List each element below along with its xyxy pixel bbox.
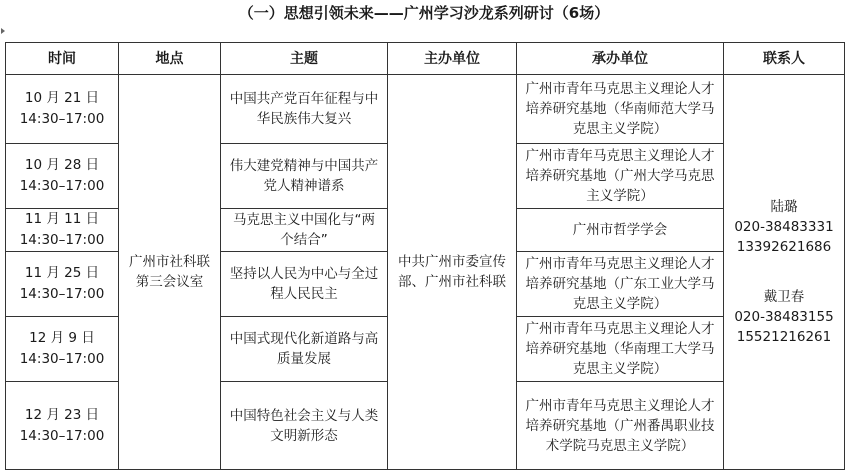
organizer-cell: 中共广州市委宣传部、广州市社科联: [388, 75, 517, 470]
contact-spacer: [730, 257, 838, 287]
host-cell: 广州市青年马克思主义理论人才培养研究基地（广东工业大学马克思主义学院）: [517, 252, 724, 317]
time-text: 14:30–17:00: [19, 178, 105, 194]
contact-phone: 020-38483155: [734, 309, 834, 325]
header-topic: 主题: [221, 43, 388, 75]
time-text: 14:30–17:00: [19, 286, 105, 302]
place-cell: 广州市社科联第三会议室: [119, 75, 221, 470]
date-text: 12 月 23 日: [24, 406, 100, 423]
host-cell: 广州市青年马克思主义理论人才培养研究基地（华南理工大学马克思主义学院）: [517, 317, 724, 382]
date-text: 10 月 28 日: [24, 157, 100, 173]
topic-cell: 马克思主义中国化与“两个结合”: [221, 209, 388, 252]
time-text: 14:30–17:00: [19, 351, 105, 367]
time-cell: [6, 209, 119, 252]
time-cell: [6, 144, 119, 209]
header-host: 承办单位: [517, 43, 724, 75]
table-row: [6, 75, 845, 144]
time-cell: [6, 252, 119, 317]
contact-cell: [724, 75, 845, 470]
topic-cell: 中国特色社会主义与人类文明新形态: [221, 382, 388, 470]
contact-name: 陆璐: [770, 199, 798, 215]
topic-cell: 伟大建党精神与中国共产党人精神谱系: [221, 144, 388, 209]
time-text: 14:30–17:00: [19, 111, 105, 127]
host-cell: 广州市青年马克思主义理论人才培养研究基地（华南师范大学马克思主义学院）: [517, 75, 724, 144]
date-text: 12 月 9 日: [29, 330, 95, 346]
contact-mobile: 13392621686: [736, 239, 832, 255]
topic-cell: 坚持以人民为中心与全过程人民民主: [221, 252, 388, 317]
contact-phone: 020-38483331: [734, 219, 834, 235]
date-text: 11 月 25 日: [24, 265, 100, 281]
host-cell: 广州市青年马克思主义理论人才培养研究基地（广州大学马克思主义学院）: [517, 144, 724, 209]
host-cell: 广州市哲学学会: [517, 209, 724, 252]
seminar-schedule-table: [5, 42, 845, 470]
header-contact: 联系人: [724, 43, 845, 75]
time-cell: [6, 317, 119, 382]
header-organizer: 主办单位: [388, 43, 517, 75]
header-time: 时间: [6, 43, 119, 75]
time-text: 14:30–17:00: [19, 232, 105, 248]
contact-name: 戴卫春: [763, 289, 805, 305]
header-place: 地点: [119, 43, 221, 75]
contact-mobile: 15521216261: [736, 329, 832, 345]
table-header-row: [6, 43, 845, 75]
time-cell: [6, 75, 119, 144]
row-resize-marker-icon: [1, 28, 5, 34]
topic-cell: 中国共产党百年征程与中华民族伟大复兴: [221, 75, 388, 144]
host-cell: 广州市青年马克思主义理论人才培养研究基地（广州番禺职业技术学院马克思主义学院）: [517, 382, 724, 470]
document-title: （一）思想引领未来——广州学习沙龙系列研讨（6场）: [238, 4, 610, 22]
date-text: 11 月 11 日: [24, 211, 100, 227]
date-text: 10 月 21 日: [24, 90, 100, 106]
time-cell: [6, 382, 119, 470]
time-text: 14:30–17:00: [19, 427, 105, 444]
topic-cell: 中国式现代化新道路与高质量发展: [221, 317, 388, 382]
